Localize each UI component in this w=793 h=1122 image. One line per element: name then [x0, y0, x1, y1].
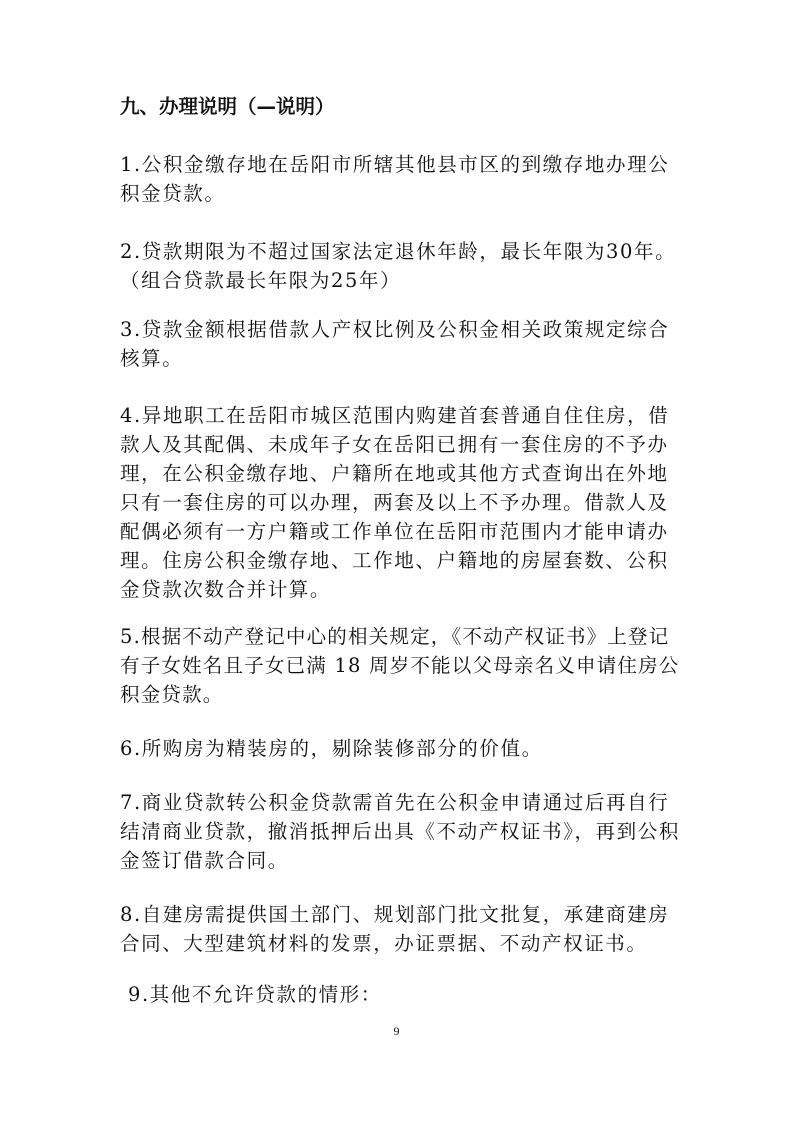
list-item-9: 9.其他不允许贷款的情形：: [128, 983, 382, 1006]
list-item-2: 2.贷款期限为不超过国家法定退休年龄，最长年限为30年。（组合贷款最长年限为25年）: [120, 240, 677, 292]
page-number: 9: [393, 1024, 400, 1038]
list-item-4: 4.异地职工在岳阳市城区范围内购建首套普通自住住房，借款人及其配偶、未成年子女在岳阳已拥有一套住房的不予办理，在公积金缴存地、户籍所在地或其他方式查询出在外地只有一套住房的可以办理，两套及以上不予办理。借款人及配偶必须有一方户籍或工作单位在岳阳市范围内才能申请办理。住房公积金缴存地、工作地、户籍地的房屋套数、公积金贷款次数合并计算。: [120, 404, 670, 601]
list-item-1: 1.公积金缴存地在岳阳市所辖其他县市区的到缴存地办理公积金贷款。: [120, 153, 670, 205]
list-item-8: 8.自建房需提供国土部门、规划部门批文批复，承建商建房合同、大型建筑材料的发票，办证票据、不动产权证书。: [120, 903, 670, 955]
list-item-7: 7.商业贷款转公积金贷款需首先在公积金申请通过后再自行结清商业贷款，撤消抵押后出具《不动产权证书》，再到公积金签订借款合同。: [120, 791, 680, 872]
list-item-6: 6.所购房为精装房的，剔除装修部分的价值。: [120, 737, 543, 760]
list-item-3: 3.贷款金额根据借款人产权比例及公积金相关政策规定综合核算。: [120, 318, 670, 370]
list-item-5: 5.根据不动产登记中心的相关规定，《不动产权证书》上登记有子女姓名且子女已满 18 周岁不能以父母亲名义申请住房公积金贷款。: [120, 625, 680, 706]
section-heading: 九、办理说明（—说明）: [120, 95, 335, 118]
